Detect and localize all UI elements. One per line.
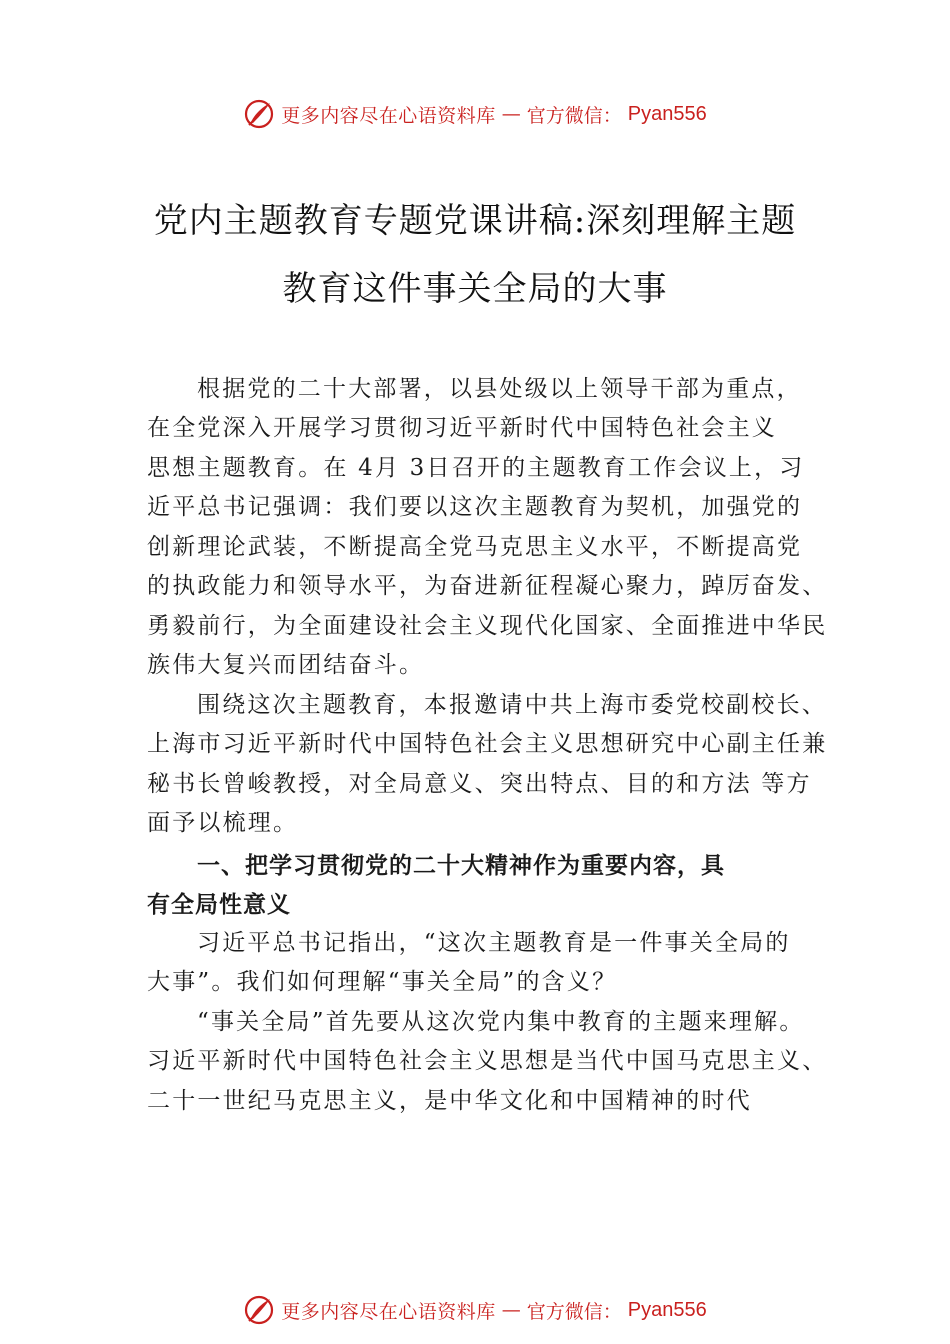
footer-wechat-id: Pyan556 — [627, 1298, 707, 1321]
header-separator: — — [501, 103, 521, 125]
body-line: 勇毅前行，为全面建设社会主义现代化国家、全面推进中华民 — [147, 613, 828, 639]
body-line: “事关全局”首先要从这次党内集中教育的主题来理解。 — [197, 1009, 805, 1035]
quill-logo-icon — [243, 1294, 275, 1326]
body-line: 秘书长曾峻教授，对全局意义、突出特点、目的和方法 等方 — [147, 771, 812, 797]
body-line: 上海市习近平新时代中国特色社会主义思想研究中心副主任兼 — [147, 731, 828, 757]
body-line: 近平总书记强调：我们要以这次主题教育为契机，加强党的 — [147, 494, 803, 520]
body-line: 在全党深入开展学习贯彻习近平新时代中国特色社会主义 — [147, 415, 777, 441]
quill-logo-icon — [243, 98, 275, 130]
footer-banner — [0, 1290, 950, 1330]
header-banner — [0, 94, 950, 134]
body-line: 大事”。我们如何理解“事关全局”的含义？ — [147, 969, 618, 995]
footer-separator: — — [501, 1299, 521, 1321]
body-line: 二十一世纪马克思主义，是中华文化和中国精神的时代 — [147, 1088, 752, 1114]
body-line: 习近平新时代中国特色社会主义思想是当代中国马克思主义、 — [147, 1048, 828, 1074]
footer-wechat-label: 官方微信： — [526, 1300, 622, 1323]
body-line: 习近平总书记指出，“这次主题教育是一件事关全局的 — [197, 930, 791, 956]
body-line: 创新理论武装，不断提高全党马克思主义水平，不断提高党 — [147, 534, 803, 560]
body-line: 族伟大复兴而团结奋斗。 — [147, 652, 425, 678]
document-title-line-2: 教育这件事关全局的大事 — [282, 269, 668, 309]
section-heading-line: 一、把学习贯彻党的二十大精神作为重要内容，具 — [197, 853, 725, 879]
body-line: 面予以梳理。 — [147, 810, 299, 836]
body-line: 的执政能力和领导水平，为奋进新征程凝心聚力，踔厉奋发、 — [147, 573, 828, 599]
body-line: 根据党的二十大部署，以县处级以上领导干部为重点， — [197, 376, 802, 402]
header-wechat-id: Pyan556 — [627, 102, 707, 125]
footer-banner-text: 更多内容尽在心语资料库 — [281, 1300, 496, 1323]
header-wechat-label: 官方微信： — [526, 104, 622, 127]
body-line: 思想主题教育。在 4月 3日召开的主题教育工作会议上，习 — [147, 455, 805, 481]
section-heading-line: 有全局性意义 — [147, 892, 291, 918]
document-title-line-1: 党内主题教育专题党课讲稿:深刻理解主题 — [153, 201, 797, 241]
body-line: 围绕这次主题教育，本报邀请中共上海市委党校副校长、 — [197, 692, 827, 718]
header-banner-text: 更多内容尽在心语资料库 — [281, 104, 496, 127]
